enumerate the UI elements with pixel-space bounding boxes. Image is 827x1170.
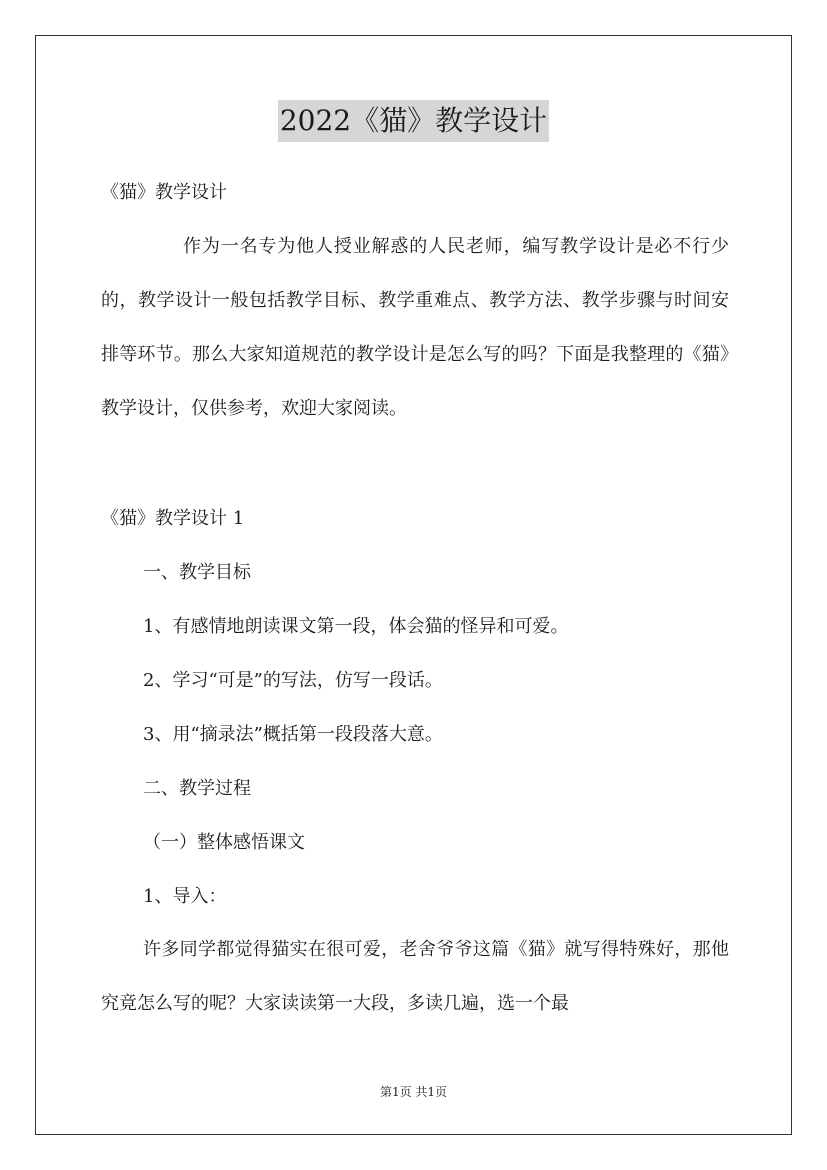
step-label: 1、导入： bbox=[143, 886, 227, 907]
document-subtitle: 《猫》教学设计 bbox=[101, 182, 227, 203]
section-heading: 《猫》教学设计 1 bbox=[101, 508, 245, 529]
process-sub-heading: （一）整体感悟课文 bbox=[143, 832, 305, 853]
goal-item: 2、学习“可是”的写法，仿写一段话。 bbox=[143, 670, 443, 691]
goals-heading: 一、教学目标 bbox=[143, 562, 251, 583]
document-title: 2022《猫》教学设计 bbox=[278, 100, 549, 142]
goal-item: 3、用“摘录法”概括第一段段落大意。 bbox=[143, 724, 443, 745]
intro-paragraph: 作为一名专为他人授业解惑的人民老师，编写教学设计是必不行少的，教学设计一般包括教学目标、教学重难点、教学方法、教学步骤与时间安排等环节。那么大家知道规范的教学设计是怎么写的吗？下面是我整理的《猫》教学设计，仅供参考，欢迎大家阅读。 bbox=[101, 236, 729, 419]
page-footer: 第1页 共1页 bbox=[379, 1085, 448, 1099]
title-wrap bbox=[0, 100, 827, 142]
goal-item: 1、有感情地朗读课文第一段，体会猫的怪异和可爱。 bbox=[143, 616, 569, 637]
process-heading: 二、教学过程 bbox=[143, 778, 251, 799]
step-paragraph: 许多同学都觉得猫实在很可爱，老舍爷爷这篇《猫》就写得特殊好，那他究竟怎么写的呢？大家读读第一大段，多读几遍，选一个最 bbox=[101, 939, 729, 1014]
